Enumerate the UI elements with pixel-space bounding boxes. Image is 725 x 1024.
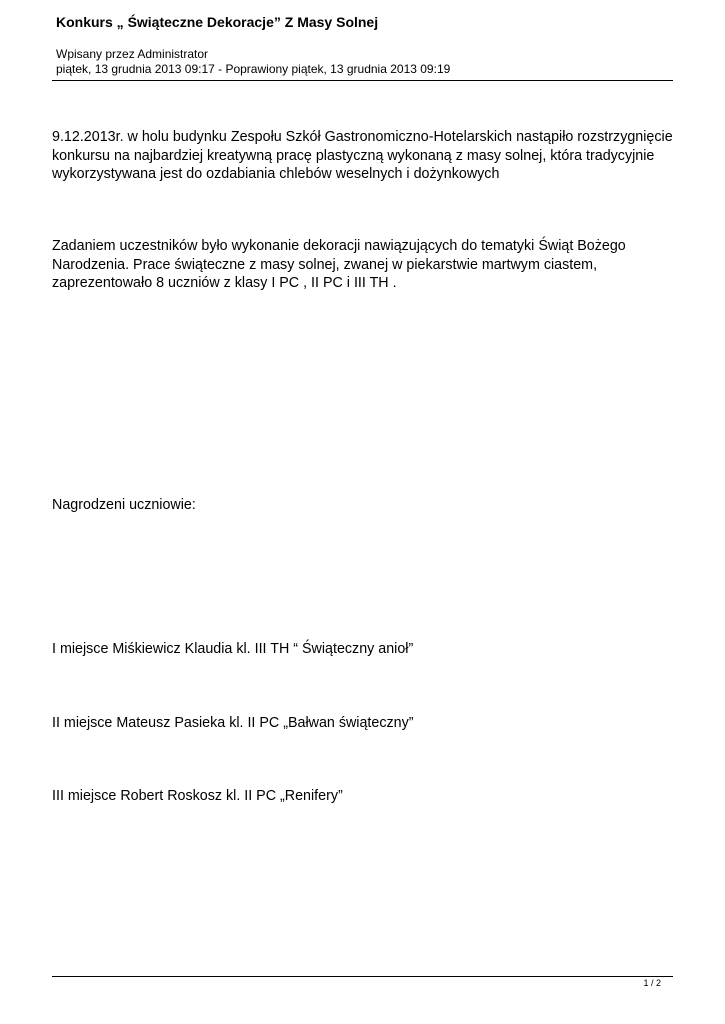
winners-heading: Nagrodzeni uczniowie: bbox=[52, 497, 196, 513]
page-number: 1 / 2 bbox=[643, 978, 661, 988]
second-place-entry: II miejsce Mateusz Pasieka kl. II PC „Bałwan świąteczny” bbox=[52, 715, 414, 731]
intro-paragraph: 9.12.2013r. w holu budynku Zespołu Szkół Gastronomiczno-Hotelarskich nastąpiło rozstrzygnięcie konkursu na najbardziej kreatywną pracę plastyczną wykonaną z masy solnej, która tradycyjnie wykorzystywana jest do ozdabiania chlebów weselnych i dożynkowych bbox=[52, 129, 673, 182]
date-line: piątek, 13 grudnia 2013 09:17 - Poprawiony piątek, 13 grudnia 2013 09:19 bbox=[56, 62, 451, 76]
task-paragraph: Zadaniem uczestników było wykonanie dekoracji nawiązujących do tematyki Świąt Bożego Narodzenia. Prace świąteczne z masy solnej, zwanej w piekarstwie martwym ciastem, zaprezentowało 8 uczniów z klasy I PC , II PC i III TH . bbox=[52, 238, 626, 291]
author-line: Wpisany przez Administrator bbox=[56, 47, 209, 61]
first-place-entry: I miejsce Miśkiewicz Klaudia kl. III TH “ Świąteczny anioł” bbox=[52, 641, 414, 657]
header-divider bbox=[52, 80, 673, 81]
third-place-entry: III miejsce Robert Roskosz kl. II PC „Renifery” bbox=[52, 788, 343, 804]
footer-divider bbox=[52, 976, 673, 977]
page-title: Konkurs „ Świąteczne Dekoracje” Z Masy Solnej bbox=[56, 14, 379, 30]
